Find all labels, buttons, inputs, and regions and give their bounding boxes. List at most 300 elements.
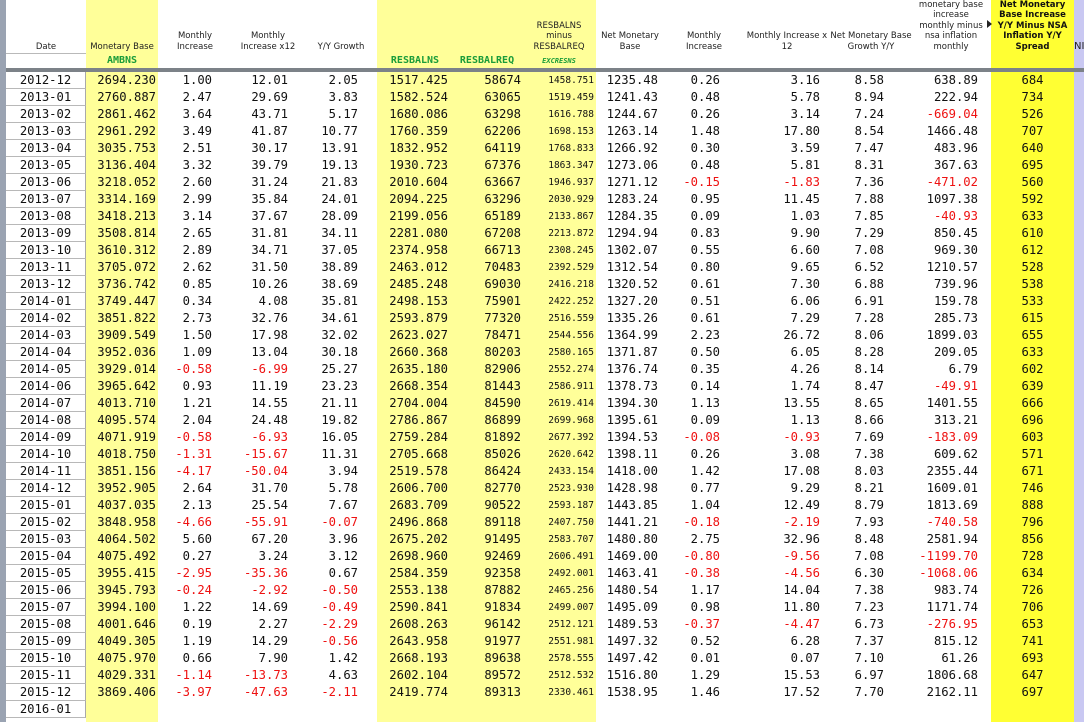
header-cut-off[interactable] bbox=[1074, 0, 1084, 68]
table-row[interactable] bbox=[0, 633, 1084, 650]
mb-minus-inflation-cell[interactable]: 638.89 bbox=[933, 73, 978, 87]
monetary-base-cell[interactable]: 3705.072 bbox=[97, 260, 156, 274]
net-monetary-base-cell[interactable]: 1395.61 bbox=[606, 413, 658, 427]
monthly-increase-cell[interactable]: -1.31 bbox=[175, 447, 212, 461]
yy-growth-cell[interactable]: 23.23 bbox=[321, 379, 358, 393]
net-monthly-increase-x12-cell[interactable]: 3.08 bbox=[790, 447, 820, 461]
resbalns-minus-cell[interactable]: 2499.007 bbox=[548, 602, 594, 613]
monthly-increase-cell[interactable]: 2.04 bbox=[182, 413, 212, 427]
resbalns-minus-cell[interactable]: 2578.555 bbox=[548, 653, 594, 664]
net-monthly-increase-x12-cell[interactable]: 9.90 bbox=[790, 226, 820, 240]
net-growth-cell[interactable]: 8.94 bbox=[854, 90, 884, 104]
table-row[interactable] bbox=[0, 446, 1084, 463]
spread-cell[interactable]: 528 bbox=[1021, 260, 1044, 274]
net-monetary-base-cell[interactable]: 1441.21 bbox=[606, 515, 658, 529]
monetary-base-cell[interactable]: 4064.502 bbox=[97, 532, 156, 546]
mb-minus-inflation-cell[interactable]: -49.91 bbox=[933, 379, 978, 393]
monthly-increase-x12-cell[interactable]: -35.36 bbox=[243, 566, 288, 580]
monthly-increase-cell[interactable]: 0.27 bbox=[182, 549, 212, 563]
net-growth-cell[interactable]: 7.08 bbox=[854, 243, 884, 257]
date-cell[interactable]: 2014-07 bbox=[6, 395, 86, 412]
monthly-increase-x12-cell[interactable]: 14.55 bbox=[251, 396, 288, 410]
resbalns-minus-cell[interactable]: 1458.751 bbox=[548, 75, 594, 86]
header-yy-growth[interactable] bbox=[306, 0, 376, 68]
date-cell[interactable]: 2013-05 bbox=[6, 157, 86, 174]
monthly-increase-x12-cell[interactable]: 30.17 bbox=[251, 141, 288, 155]
monetary-base-cell[interactable]: 4013.710 bbox=[97, 396, 156, 410]
net-monetary-base-cell[interactable]: 1271.12 bbox=[606, 175, 658, 189]
resbalreq-cell[interactable] bbox=[453, 701, 521, 718]
net-monetary-base-cell[interactable]: 1469.00 bbox=[606, 549, 658, 563]
monthly-increase-x12-cell[interactable]: 10.26 bbox=[251, 277, 288, 291]
net-monthly-increase-cell[interactable]: 0.09 bbox=[690, 413, 720, 427]
spread-cell[interactable]: 706 bbox=[1021, 600, 1044, 614]
yy-growth-cell[interactable]: 28.09 bbox=[321, 209, 358, 223]
mb-minus-inflation-cell[interactable]: 483.96 bbox=[933, 141, 978, 155]
resbalns-cell[interactable]: 2643.958 bbox=[389, 634, 448, 648]
net-growth-cell[interactable]: 7.88 bbox=[854, 192, 884, 206]
net-growth-cell[interactable]: 6.88 bbox=[854, 277, 884, 291]
resbalns-minus-cell[interactable]: 2133.867 bbox=[548, 211, 594, 222]
resbalns-cell[interactable]: 1680.086 bbox=[389, 107, 448, 121]
resbalreq-cell[interactable]: 87882 bbox=[484, 583, 521, 597]
monetary-base-cell[interactable]: 4071.919 bbox=[97, 430, 156, 444]
net-monetary-base-cell[interactable]: 1428.98 bbox=[606, 481, 658, 495]
date-cell[interactable]: 2013-09 bbox=[6, 225, 86, 242]
net-monthly-increase-x12-cell[interactable]: 5.78 bbox=[790, 90, 820, 104]
monthly-increase-cell[interactable]: -4.17 bbox=[175, 464, 212, 478]
spread-cell[interactable]: 888 bbox=[1021, 498, 1044, 512]
net-monthly-increase-x12-cell[interactable]: 11.80 bbox=[783, 600, 820, 614]
resbalreq-cell[interactable]: 96142 bbox=[484, 617, 521, 631]
yy-growth-cell[interactable]: 3.83 bbox=[328, 90, 358, 104]
net-growth-cell[interactable]: 7.37 bbox=[854, 634, 884, 648]
resbalns-cell[interactable]: 2704.004 bbox=[389, 396, 448, 410]
monthly-increase-x12-cell[interactable]: -13.73 bbox=[243, 668, 288, 682]
resbalns-cell[interactable]: 2623.027 bbox=[389, 328, 448, 342]
resbalns-cell[interactable]: 2705.668 bbox=[389, 447, 448, 461]
monetary-base-cell[interactable]: 3035.753 bbox=[97, 141, 156, 155]
resbalns-minus-cell[interactable]: 2392.529 bbox=[548, 262, 594, 273]
net-growth-cell[interactable]: 8.28 bbox=[854, 345, 884, 359]
net-monthly-increase-cell[interactable]: 0.26 bbox=[690, 447, 720, 461]
resbalns-cell[interactable]: 2199.056 bbox=[389, 209, 448, 223]
net-monthly-increase-cell[interactable]: -0.08 bbox=[683, 430, 720, 444]
resbalreq-cell[interactable]: 69030 bbox=[484, 277, 521, 291]
yy-growth-cell[interactable]: 21.11 bbox=[321, 396, 358, 410]
net-growth-cell[interactable]: 6.30 bbox=[854, 566, 884, 580]
monetary-base-cell[interactable]: 3736.742 bbox=[97, 277, 156, 291]
monthly-increase-cell[interactable]: 1.00 bbox=[182, 73, 212, 87]
date-cell[interactable]: 2013-06 bbox=[6, 174, 86, 191]
net-monetary-base-cell[interactable]: 1273.06 bbox=[606, 158, 658, 172]
yy-growth-cell[interactable]: 10.77 bbox=[321, 124, 358, 138]
spread-cell[interactable]: 741 bbox=[1021, 634, 1044, 648]
monetary-base-cell[interactable]: 4075.970 bbox=[97, 651, 156, 665]
mb-minus-inflation-cell[interactable]: 1171.74 bbox=[926, 600, 978, 614]
yy-growth-cell[interactable]: 1.42 bbox=[328, 651, 358, 665]
monthly-increase-x12-cell[interactable]: -15.67 bbox=[243, 447, 288, 461]
date-cell[interactable]: 2014-12 bbox=[6, 480, 86, 497]
net-monthly-increase-x12-cell[interactable]: 1.13 bbox=[790, 413, 820, 427]
net-monthly-increase-x12-cell[interactable]: 6.05 bbox=[790, 345, 820, 359]
net-growth-cell[interactable]: 7.28 bbox=[854, 311, 884, 325]
resbalreq-cell[interactable]: 78471 bbox=[484, 328, 521, 342]
spread-cell[interactable] bbox=[991, 701, 1074, 718]
monetary-base-cell[interactable]: 3508.814 bbox=[97, 226, 156, 240]
yy-growth-cell[interactable]: 25.27 bbox=[321, 362, 358, 376]
monthly-increase-x12-cell[interactable]: -50.04 bbox=[243, 464, 288, 478]
monthly-increase-cell[interactable]: 1.22 bbox=[182, 600, 212, 614]
net-monthly-increase-x12-cell[interactable]: 26.72 bbox=[783, 328, 820, 342]
net-growth-cell[interactable]: 6.52 bbox=[854, 260, 884, 274]
resbalns-minus-cell[interactable]: 1946.937 bbox=[548, 177, 594, 188]
resbalreq-cell[interactable]: 63298 bbox=[484, 107, 521, 121]
monthly-increase-x12-cell[interactable]: 14.29 bbox=[251, 634, 288, 648]
resbalreq-cell[interactable]: 81443 bbox=[484, 379, 521, 393]
net-monetary-base-cell[interactable]: 1266.92 bbox=[606, 141, 658, 155]
net-monthly-increase-x12-cell[interactable]: 7.30 bbox=[790, 277, 820, 291]
date-cell[interactable]: 2013-12 bbox=[6, 276, 86, 293]
monthly-increase-cell[interactable]: -2.95 bbox=[175, 566, 212, 580]
monthly-increase-cell[interactable] bbox=[160, 701, 212, 718]
resbalns-minus-cell[interactable]: 2308.245 bbox=[548, 245, 594, 256]
net-monthly-increase-cell[interactable]: -0.15 bbox=[683, 175, 720, 189]
net-growth-cell[interactable]: 6.73 bbox=[854, 617, 884, 631]
net-growth-cell[interactable]: 7.24 bbox=[854, 107, 884, 121]
net-monthly-increase-x12-cell[interactable]: 4.26 bbox=[790, 362, 820, 376]
resbalns-cell[interactable]: 2496.868 bbox=[389, 515, 448, 529]
monthly-increase-cell[interactable]: 2.60 bbox=[182, 175, 212, 189]
monthly-increase-cell[interactable]: 0.34 bbox=[182, 294, 212, 308]
date-cell[interactable]: 2015-12 bbox=[6, 684, 86, 701]
net-growth-cell[interactable] bbox=[830, 701, 884, 718]
header-monetary-base[interactable] bbox=[86, 0, 158, 68]
spread-cell[interactable]: 634 bbox=[1021, 566, 1044, 580]
net-monetary-base-cell[interactable]: 1495.09 bbox=[606, 600, 658, 614]
mb-minus-inflation-cell[interactable]: 609.62 bbox=[933, 447, 978, 461]
net-growth-cell[interactable]: 8.79 bbox=[854, 498, 884, 512]
resbalreq-cell[interactable]: 89313 bbox=[484, 685, 521, 699]
net-monetary-base-cell[interactable]: 1378.73 bbox=[606, 379, 658, 393]
net-monetary-base-cell[interactable]: 1376.74 bbox=[606, 362, 658, 376]
resbalns-minus-cell[interactable]: 1768.833 bbox=[548, 143, 594, 154]
table-row[interactable] bbox=[0, 497, 1084, 514]
resbalns-cell[interactable]: 2419.774 bbox=[389, 685, 448, 699]
yy-growth-cell[interactable]: 19.82 bbox=[321, 413, 358, 427]
net-monetary-base-cell[interactable]: 1398.11 bbox=[606, 447, 658, 461]
mb-minus-inflation-cell[interactable]: -740.58 bbox=[926, 515, 978, 529]
spread-cell[interactable]: 693 bbox=[1021, 651, 1044, 665]
spread-cell[interactable]: 610 bbox=[1021, 226, 1044, 240]
resbalns-minus-cell[interactable]: 2580.165 bbox=[548, 347, 594, 358]
resbalns-minus-cell[interactable]: 1616.788 bbox=[548, 109, 594, 120]
date-cell[interactable]: 2013-04 bbox=[6, 140, 86, 157]
yy-growth-cell[interactable]: 5.78 bbox=[328, 481, 358, 495]
resbalns-cell[interactable]: 2635.180 bbox=[389, 362, 448, 376]
monthly-increase-x12-cell[interactable]: 67.20 bbox=[251, 532, 288, 546]
monetary-base-cell[interactable]: 4018.750 bbox=[97, 447, 156, 461]
date-cell[interactable]: 2014-05 bbox=[6, 361, 86, 378]
monthly-increase-x12-cell[interactable]: -47.63 bbox=[243, 685, 288, 699]
mb-minus-inflation-cell[interactable]: 222.94 bbox=[933, 90, 978, 104]
resbalns-minus-cell[interactable] bbox=[522, 701, 594, 718]
table-row[interactable] bbox=[0, 123, 1084, 140]
yy-growth-cell[interactable]: -0.49 bbox=[321, 600, 358, 614]
net-monthly-increase-x12-cell[interactable]: -0.93 bbox=[783, 430, 820, 444]
resbalns-minus-cell[interactable]: 1698.153 bbox=[548, 126, 594, 137]
resbalns-minus-cell[interactable]: 2620.642 bbox=[548, 449, 594, 460]
monthly-increase-x12-cell[interactable]: 25.54 bbox=[251, 498, 288, 512]
resbalns-minus-cell[interactable]: 1519.459 bbox=[548, 92, 594, 103]
resbalns-cell[interactable]: 2668.354 bbox=[389, 379, 448, 393]
resbalns-minus-cell[interactable]: 2544.556 bbox=[548, 330, 594, 341]
net-monthly-increase-x12-cell[interactable]: -4.47 bbox=[783, 617, 820, 631]
monthly-increase-cell[interactable]: 0.19 bbox=[182, 617, 212, 631]
mb-minus-inflation-cell[interactable]: 969.30 bbox=[933, 243, 978, 257]
net-monthly-increase-x12-cell[interactable] bbox=[744, 701, 820, 718]
yy-growth-cell[interactable]: 3.12 bbox=[328, 549, 358, 563]
table-row[interactable] bbox=[0, 174, 1084, 191]
net-monthly-increase-cell[interactable]: 0.14 bbox=[690, 379, 720, 393]
monetary-base-cell[interactable]: 4001.646 bbox=[97, 617, 156, 631]
date-cell[interactable]: 2015-10 bbox=[6, 650, 86, 667]
resbalreq-cell[interactable]: 92469 bbox=[484, 549, 521, 563]
mb-minus-inflation-cell[interactable]: 367.63 bbox=[933, 158, 978, 172]
monthly-increase-cell[interactable]: 1.09 bbox=[182, 345, 212, 359]
net-monthly-increase-x12-cell[interactable]: 3.14 bbox=[790, 107, 820, 121]
monthly-increase-x12-cell[interactable]: 39.79 bbox=[251, 158, 288, 172]
date-cell[interactable]: 2013-01 bbox=[6, 89, 86, 106]
yy-growth-cell[interactable]: 34.61 bbox=[321, 311, 358, 325]
yy-growth-cell[interactable]: -2.29 bbox=[321, 617, 358, 631]
net-monetary-base-cell[interactable]: 1241.43 bbox=[606, 90, 658, 104]
yy-growth-cell[interactable]: 24.01 bbox=[321, 192, 358, 206]
net-monetary-base-cell[interactable]: 1294.94 bbox=[606, 226, 658, 240]
monetary-base-cell[interactable]: 3851.822 bbox=[97, 311, 156, 325]
net-monthly-increase-cell[interactable]: -0.18 bbox=[683, 515, 720, 529]
spread-cell[interactable]: 603 bbox=[1021, 430, 1044, 444]
resbalns-minus-cell[interactable]: 2330.461 bbox=[548, 687, 594, 698]
table-row[interactable] bbox=[0, 650, 1084, 667]
resbalns-minus-cell[interactable]: 2552.274 bbox=[548, 364, 594, 375]
net-monthly-increase-cell[interactable]: 1.04 bbox=[690, 498, 720, 512]
yy-growth-cell[interactable]: -0.07 bbox=[321, 515, 358, 529]
spread-cell[interactable]: 526 bbox=[1021, 107, 1044, 121]
date-cell[interactable]: 2016-01 bbox=[6, 701, 86, 718]
header-monthly-increase[interactable] bbox=[160, 0, 230, 68]
net-monthly-increase-cell[interactable]: 0.09 bbox=[690, 209, 720, 223]
net-monthly-increase-cell[interactable]: 1.29 bbox=[690, 668, 720, 682]
date-cell[interactable]: 2015-08 bbox=[6, 616, 86, 633]
header-resbalns[interactable] bbox=[377, 0, 453, 68]
spread-cell[interactable]: 666 bbox=[1021, 396, 1044, 410]
net-monthly-increase-cell[interactable]: 0.48 bbox=[690, 158, 720, 172]
net-growth-cell[interactable]: 7.29 bbox=[854, 226, 884, 240]
date-cell[interactable]: 2013-08 bbox=[6, 208, 86, 225]
net-monthly-increase-cell[interactable]: 1.46 bbox=[690, 685, 720, 699]
resbalreq-cell[interactable]: 89572 bbox=[484, 668, 521, 682]
spread-cell[interactable]: 615 bbox=[1021, 311, 1044, 325]
mb-minus-inflation-cell[interactable]: 1097.38 bbox=[926, 192, 978, 206]
spread-cell[interactable]: 538 bbox=[1021, 277, 1044, 291]
header-net-monetary-base[interactable] bbox=[596, 0, 664, 68]
yy-growth-cell[interactable]: 3.94 bbox=[328, 464, 358, 478]
resbalreq-cell[interactable]: 77320 bbox=[484, 311, 521, 325]
table-row[interactable] bbox=[0, 106, 1084, 123]
resbalns-cell[interactable]: 2010.604 bbox=[389, 175, 448, 189]
net-monetary-base-cell[interactable]: 1480.54 bbox=[606, 583, 658, 597]
resbalns-minus-cell[interactable]: 2213.872 bbox=[548, 228, 594, 239]
yy-growth-cell[interactable]: 38.89 bbox=[321, 260, 358, 274]
spread-cell[interactable]: 653 bbox=[1021, 617, 1044, 631]
mb-minus-inflation-cell[interactable]: 1210.57 bbox=[926, 260, 978, 274]
net-growth-cell[interactable]: 7.38 bbox=[854, 447, 884, 461]
monthly-increase-cell[interactable]: 3.14 bbox=[182, 209, 212, 223]
header-spread[interactable] bbox=[991, 0, 1074, 68]
net-growth-cell[interactable]: 7.23 bbox=[854, 600, 884, 614]
monetary-base-cell[interactable]: 3869.406 bbox=[97, 685, 156, 699]
net-monthly-increase-cell[interactable]: 0.30 bbox=[690, 141, 720, 155]
net-growth-cell[interactable]: 8.47 bbox=[854, 379, 884, 393]
header-date[interactable] bbox=[6, 0, 86, 68]
resbalns-minus-cell[interactable]: 1863.347 bbox=[548, 160, 594, 171]
monthly-increase-x12-cell[interactable]: 31.70 bbox=[251, 481, 288, 495]
resbalns-cell[interactable]: 2668.193 bbox=[389, 651, 448, 665]
net-monetary-base-cell[interactable]: 1497.42 bbox=[606, 651, 658, 665]
monthly-increase-x12-cell[interactable]: 34.71 bbox=[251, 243, 288, 257]
resbalns-cell[interactable]: 1930.723 bbox=[389, 158, 448, 172]
net-growth-cell[interactable]: 8.14 bbox=[854, 362, 884, 376]
yy-growth-cell[interactable]: 13.91 bbox=[321, 141, 358, 155]
resbalns-minus-cell[interactable]: 2512.121 bbox=[548, 619, 594, 630]
monthly-increase-cell[interactable]: -1.14 bbox=[175, 668, 212, 682]
yy-growth-cell[interactable]: 32.02 bbox=[321, 328, 358, 342]
resbalreq-cell[interactable]: 89638 bbox=[484, 651, 521, 665]
mb-minus-inflation-cell[interactable]: 1466.48 bbox=[926, 124, 978, 138]
monthly-increase-x12-cell[interactable]: 41.87 bbox=[251, 124, 288, 138]
net-monetary-base-cell[interactable] bbox=[596, 701, 658, 718]
net-monthly-increase-cell[interactable]: 1.48 bbox=[690, 124, 720, 138]
table-row[interactable] bbox=[0, 463, 1084, 480]
mb-minus-inflation-cell[interactable]: -471.02 bbox=[926, 175, 978, 189]
monetary-base-cell[interactable]: 3945.793 bbox=[97, 583, 156, 597]
mb-minus-inflation-cell[interactable]: 61.26 bbox=[941, 651, 978, 665]
monthly-increase-cell[interactable]: 1.50 bbox=[182, 328, 212, 342]
resbalreq-cell[interactable]: 58674 bbox=[484, 73, 521, 87]
net-monthly-increase-x12-cell[interactable]: 6.28 bbox=[790, 634, 820, 648]
yy-growth-cell[interactable]: 38.69 bbox=[321, 277, 358, 291]
net-monthly-increase-cell[interactable]: 0.26 bbox=[690, 73, 720, 87]
resbalns-minus-cell[interactable]: 2407.750 bbox=[548, 517, 594, 528]
net-monthly-increase-x12-cell[interactable]: -1.83 bbox=[783, 175, 820, 189]
mb-minus-inflation-cell[interactable]: -183.09 bbox=[926, 430, 978, 444]
net-monthly-increase-cell[interactable]: 0.50 bbox=[690, 345, 720, 359]
net-monthly-increase-cell[interactable]: 0.77 bbox=[690, 481, 720, 495]
net-monthly-increase-x12-cell[interactable]: 1.74 bbox=[790, 379, 820, 393]
yy-growth-cell[interactable]: 3.96 bbox=[328, 532, 358, 546]
mb-minus-inflation-cell[interactable]: 2162.11 bbox=[926, 685, 978, 699]
net-monetary-base-cell[interactable]: 1284.35 bbox=[606, 209, 658, 223]
table-row[interactable] bbox=[0, 667, 1084, 684]
resbalns-cell[interactable]: 1582.524 bbox=[389, 90, 448, 104]
net-growth-cell[interactable]: 7.69 bbox=[854, 430, 884, 444]
net-monetary-base-cell[interactable]: 1516.80 bbox=[606, 668, 658, 682]
resbalns-minus-cell[interactable]: 2416.218 bbox=[548, 279, 594, 290]
spread-cell[interactable]: 602 bbox=[1021, 362, 1044, 376]
date-cell[interactable]: 2014-08 bbox=[6, 412, 86, 429]
resbalreq-cell[interactable]: 81892 bbox=[484, 430, 521, 444]
table-row[interactable] bbox=[0, 191, 1084, 208]
monthly-increase-x12-cell[interactable]: 32.76 bbox=[251, 311, 288, 325]
resbalns-minus-cell[interactable]: 2422.252 bbox=[548, 296, 594, 307]
spread-cell[interactable]: 571 bbox=[1021, 447, 1044, 461]
net-growth-cell[interactable]: 8.03 bbox=[854, 464, 884, 478]
date-cell[interactable]: 2015-06 bbox=[6, 582, 86, 599]
monthly-increase-x12-cell[interactable]: -6.99 bbox=[251, 362, 288, 376]
monetary-base-cell[interactable]: 2961.292 bbox=[97, 124, 156, 138]
resbalreq-cell[interactable]: 85026 bbox=[484, 447, 521, 461]
net-monthly-increase-cell[interactable]: 0.61 bbox=[690, 277, 720, 291]
net-monthly-increase-x12-cell[interactable]: 15.53 bbox=[783, 668, 820, 682]
monetary-base-cell[interactable]: 4037.035 bbox=[97, 498, 156, 512]
mb-minus-inflation-cell[interactable]: 1813.69 bbox=[926, 498, 978, 512]
net-monthly-increase-cell[interactable]: 0.51 bbox=[690, 294, 720, 308]
date-cell[interactable]: 2014-04 bbox=[6, 344, 86, 361]
resbalns-cell[interactable]: 2606.700 bbox=[389, 481, 448, 495]
net-growth-cell[interactable]: 8.06 bbox=[854, 328, 884, 342]
spread-cell[interactable]: 726 bbox=[1021, 583, 1044, 597]
yy-growth-cell[interactable]: 37.05 bbox=[321, 243, 358, 257]
yy-growth-cell[interactable]: 4.63 bbox=[328, 668, 358, 682]
table-row[interactable] bbox=[0, 140, 1084, 157]
table-row[interactable] bbox=[0, 684, 1084, 701]
yy-growth-cell[interactable]: -0.56 bbox=[321, 634, 358, 648]
net-growth-cell[interactable]: 8.65 bbox=[854, 396, 884, 410]
monthly-increase-x12-cell[interactable]: 43.71 bbox=[251, 107, 288, 121]
mb-minus-inflation-cell[interactable]: -669.04 bbox=[926, 107, 978, 121]
resbalreq-cell[interactable]: 63667 bbox=[484, 175, 521, 189]
spread-cell[interactable]: 684 bbox=[1021, 73, 1044, 87]
net-growth-cell[interactable]: 8.54 bbox=[854, 124, 884, 138]
net-monthly-increase-x12-cell[interactable]: 17.52 bbox=[783, 685, 820, 699]
net-monthly-increase-x12-cell[interactable]: 7.29 bbox=[790, 311, 820, 325]
header-resbalreq[interactable] bbox=[453, 0, 521, 68]
resbalns-cell[interactable]: 2786.867 bbox=[389, 413, 448, 427]
net-monthly-increase-cell[interactable]: 0.61 bbox=[690, 311, 720, 325]
table-row[interactable] bbox=[0, 429, 1084, 446]
net-monthly-increase-x12-cell[interactable]: 17.08 bbox=[783, 464, 820, 478]
net-monetary-base-cell[interactable]: 1302.07 bbox=[606, 243, 658, 257]
spread-cell[interactable]: 728 bbox=[1021, 549, 1044, 563]
net-monthly-increase-x12-cell[interactable]: 1.03 bbox=[790, 209, 820, 223]
monthly-increase-x12-cell[interactable]: 31.50 bbox=[251, 260, 288, 274]
spread-cell[interactable]: 856 bbox=[1021, 532, 1044, 546]
net-growth-cell[interactable]: 6.97 bbox=[854, 668, 884, 682]
net-monthly-increase-cell[interactable]: -0.37 bbox=[683, 617, 720, 631]
resbalns-minus-cell[interactable]: 2465.256 bbox=[548, 585, 594, 596]
monthly-increase-cell[interactable]: 2.64 bbox=[182, 481, 212, 495]
date-cell[interactable]: 2015-04 bbox=[6, 548, 86, 565]
net-growth-cell[interactable]: 7.93 bbox=[854, 515, 884, 529]
table-row[interactable] bbox=[0, 208, 1084, 225]
resbalns-cell[interactable]: 2374.958 bbox=[389, 243, 448, 257]
resbalns-minus-cell[interactable]: 2593.187 bbox=[548, 500, 594, 511]
monthly-increase-cell[interactable]: -3.97 bbox=[175, 685, 212, 699]
net-growth-cell[interactable]: 8.31 bbox=[854, 158, 884, 172]
monetary-base-cell[interactable]: 2861.462 bbox=[97, 107, 156, 121]
yy-growth-cell[interactable]: 7.67 bbox=[328, 498, 358, 512]
